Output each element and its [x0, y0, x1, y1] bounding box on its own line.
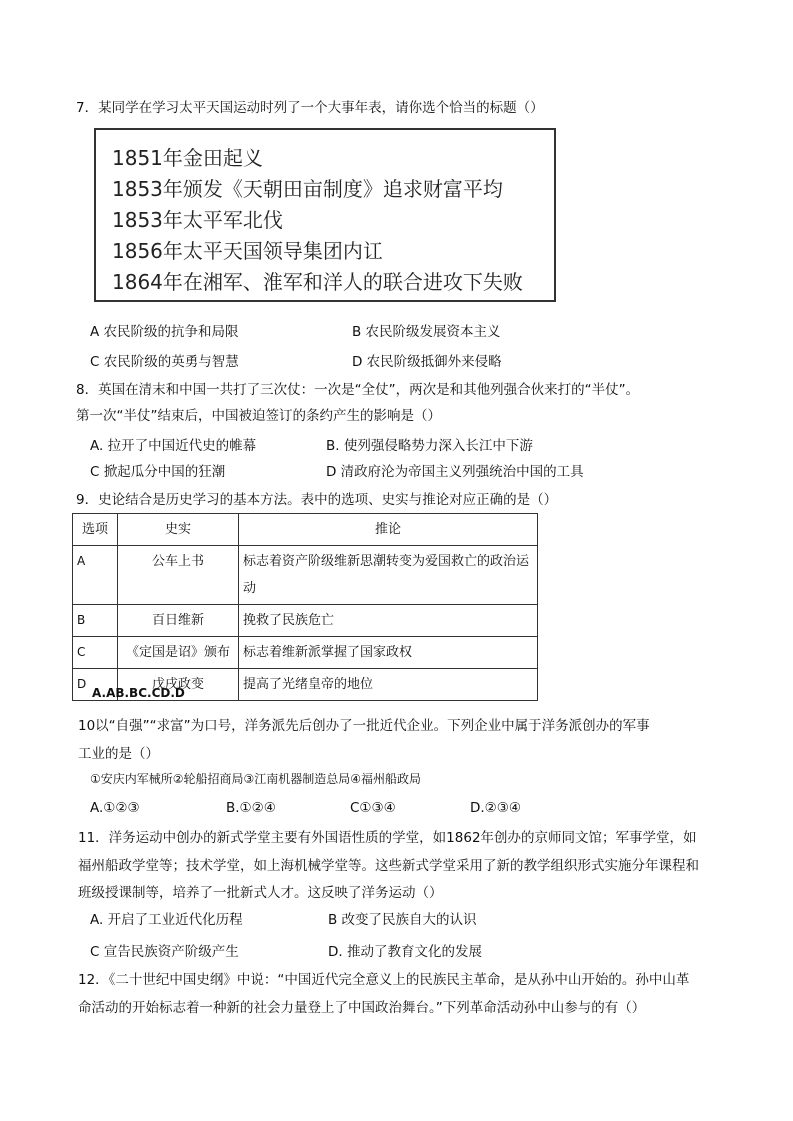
table-row: [73, 637, 538, 669]
q8-option-b[interactable]: B. 使列强侵略势力深入长江中下游: [326, 438, 533, 454]
q10-stem-line2: 工业的是（）: [78, 746, 159, 762]
row-option: C: [73, 637, 118, 669]
row-option: B: [73, 605, 118, 637]
q7-option-b[interactable]: B 农民阶级发展资本主义: [352, 324, 501, 340]
timeline-item: 1851年金田起义: [112, 146, 263, 170]
q10-items: ①安庆内军械所②轮船招商局③江南机器制造总局④福州船政局: [90, 772, 422, 786]
q12-stem-line2: 命活动的开始标志着一种新的社会力量登上了中国政治舞台。”下列革命活动孙中山参与的有（）: [78, 1000, 646, 1016]
row-inference: 标志着资产阶级维新思潮转变为爱国救亡的政治运动: [239, 546, 538, 605]
timeline-item: 1853年颁发《天朝田亩制度》追求财富平均: [112, 177, 503, 201]
q10-stem-line1: 10以“自强”“求富”为口号，洋务派先后创办了一批近代企业。下列企业中属于洋务派创办的军事: [78, 718, 650, 734]
timeline-item: 1864年在湘军、淮军和洋人的联合进攻下失败: [112, 270, 523, 294]
row-fact: 公车上书: [118, 546, 239, 605]
q11-stem-line3: 班级授课制等，培养了一批新式人才。这反映了洋务运动（）: [78, 885, 443, 901]
row-fact: 百日维新: [118, 605, 239, 637]
q7-stem: 7．某同学在学习太平天国运动时列了一个大事年表，请你选个恰当的标题（）: [76, 100, 544, 116]
q8-option-d[interactable]: D 清政府沦为帝国主义列强统治中国的工具: [326, 464, 584, 480]
q11-stem-line2: 福州船政学堂等；技术学堂，如上海机械学堂等。这些新式学堂采用了新的教学组织形式实施分年课程和: [78, 858, 699, 874]
q8-option-a[interactable]: A. 拉开了中国近代史的帷幕: [90, 438, 257, 454]
q11-option-d[interactable]: D. 推动了教育文化的发展: [328, 944, 482, 960]
q8-stem-line2: 第一次“半仗”结束后，中国被迫签订的条约产生的影响是（）: [76, 408, 441, 424]
q10-option-d[interactable]: D.②③④: [470, 800, 521, 816]
q8-stem-line1: 8．英国在清末和中国一共打了三次仗：一次是“全仗”，两次是和其他列强合伙来打的“半仗”。: [76, 382, 640, 398]
q8-option-c[interactable]: C 掀起瓜分中国的狂潮: [90, 464, 226, 480]
timeline-item: 1856年太平天国领导集团内讧: [112, 239, 383, 263]
q7-option-c[interactable]: C 农民阶级的英勇与智慧: [90, 354, 239, 370]
row-fact: 《定国是诏》颁布: [118, 637, 239, 669]
q7-option-d[interactable]: D 农民阶级抵御外来侵略: [352, 354, 502, 370]
table-row: [73, 546, 538, 605]
q7-option-a[interactable]: A 农民阶级的抗争和局限: [90, 324, 239, 340]
row-inference: 标志着维新派掌握了国家政权: [239, 637, 538, 669]
row-inference: 挽救了民族危亡: [239, 605, 538, 637]
q7-timeline-box: [94, 128, 556, 302]
q9-answer-options[interactable]: A.AB.BC.CD.D: [92, 686, 185, 700]
table-row: [73, 605, 538, 637]
q11-stem-line1: 11．洋务运动中创办的新式学堂主要有外国语性质的学堂，如1862年创办的京师同文馆；军事学堂，如: [78, 830, 697, 846]
q9-table: [72, 513, 538, 701]
q9-stem: 9．史论结合是历史学习的基本方法。表中的选项、史实与推论对应正确的是（）: [76, 492, 558, 508]
q10-option-b[interactable]: B.①②④: [226, 800, 276, 816]
q12-stem-line1: 12．《二十世纪中国史纲》中说：“中国近代完全意义上的民族民主革命，是从孙中山开始的。孙中山革: [78, 972, 690, 988]
row-inference: 提高了光绪皇帝的地位: [239, 669, 538, 701]
table-header-row: [73, 514, 538, 546]
q10-option-c[interactable]: C①③④: [350, 800, 396, 816]
timeline-item: 1853年太平军北伐: [112, 208, 283, 232]
row-fact: 戊戌政变: [118, 669, 239, 701]
q10-option-a[interactable]: A.①②③: [90, 800, 140, 816]
q11-option-c[interactable]: C 宣告民族资产阶级产生: [90, 944, 239, 960]
row-option: A: [73, 546, 118, 605]
q11-option-b[interactable]: B 改变了民族自大的认识: [328, 912, 477, 928]
row-option: D: [73, 669, 118, 701]
header-option: 选项: [73, 514, 118, 546]
header-inference: 推论: [239, 514, 538, 546]
header-fact: 史实: [118, 514, 239, 546]
q11-option-a[interactable]: A. 开启了工业近代化历程: [90, 912, 243, 928]
